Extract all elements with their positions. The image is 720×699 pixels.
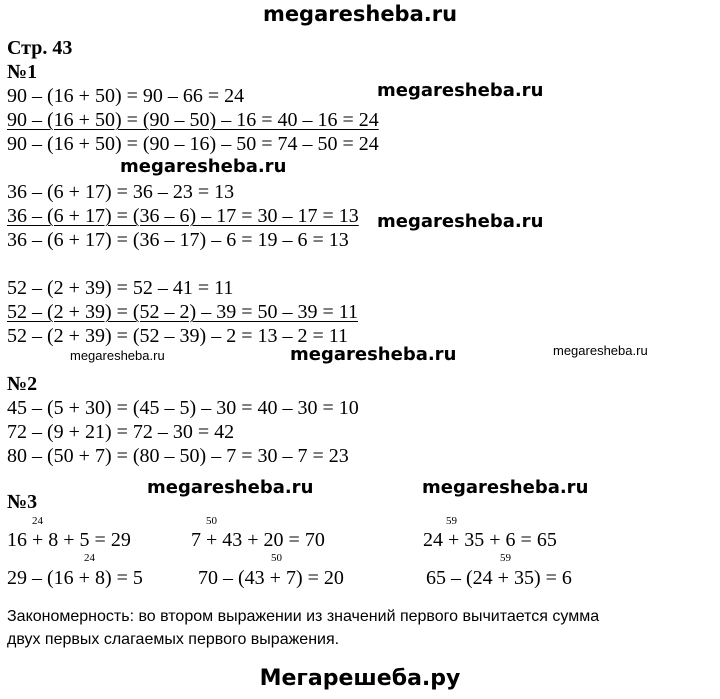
equation-line: 52 – (2 + 39) = 52 – 41 = 11 [7,277,234,299]
equation-line: 72 – (9 + 21) = 72 – 30 = 42 [7,421,235,443]
equation-line: 7 + 43 + 20 = 70 [191,529,325,551]
equation-line: 45 – (5 + 30) = (45 – 5) – 30 = 40 – 30 = 10 [7,397,359,419]
watermark: megaresheba.ru [70,348,165,363]
conclusion-line-2: двух первых слагаемых первого выражения. [7,631,340,648]
watermark: megaresheba.ru [377,80,544,101]
equation-line: 65 – (24 + 35) = 6 [426,567,572,589]
watermark: megaresheba.ru [422,477,589,498]
equation-line: 24 + 35 + 6 = 65 [423,529,557,551]
watermark: megaresheba.ru [290,344,457,365]
watermark: megaresheba.ru [147,477,314,498]
equation-line: 90 – (16 + 50) = (90 – 50) – 16 = 40 – 16 = 24 [7,109,379,131]
equation-line: 36 – (6 + 17) = (36 – 17) – 6 = 19 – 6 = 13 [7,229,349,251]
superscript-sum: 50 [271,552,282,564]
equation-line: 16 + 8 + 5 = 29 [7,529,131,551]
conclusion-line-1: Закономерность: во втором выражении из значений первого вычитается сумма [7,608,600,625]
equation-line: 80 – (50 + 7) = (80 – 50) – 7 = 30 – 7 = 23 [7,445,349,467]
footer-brand: Мегарешеба.ру [259,666,461,691]
section3-title: №3 [7,491,38,513]
superscript-sum: 24 [84,552,95,564]
superscript-sum: 59 [446,515,457,527]
superscript-sum: 24 [32,515,43,527]
page-label: Стр. 43 [7,37,73,59]
equation-line: 52 – (2 + 39) = (52 – 39) – 2 = 13 – 2 = 11 [7,325,349,347]
watermark: megaresheba.ru [553,343,648,358]
equation-line: 36 – (6 + 17) = (36 – 6) – 17 = 30 – 17 = 13 [7,205,359,227]
section1-title: №1 [7,61,38,83]
superscript-sum: 59 [500,552,511,564]
equation-line: 52 – (2 + 39) = (52 – 2) – 39 = 50 – 39 = 11 [7,301,359,323]
equation-line: 90 – (16 + 50) = 90 – 66 = 24 [7,85,245,107]
equation-line: 70 – (43 + 7) = 20 [198,567,344,589]
equation-line: 90 – (16 + 50) = (90 – 16) – 50 = 74 – 50 = 24 [7,133,379,155]
equation-line: 36 – (6 + 17) = 36 – 23 = 13 [7,181,235,203]
section2-title: №2 [7,373,38,395]
superscript-sum: 50 [206,515,217,527]
equation-line: 29 – (16 + 8) = 5 [7,567,143,589]
header-brand: megaresheba.ru [262,2,458,26]
watermark: megaresheba.ru [120,156,287,177]
watermark: megaresheba.ru [377,211,544,232]
